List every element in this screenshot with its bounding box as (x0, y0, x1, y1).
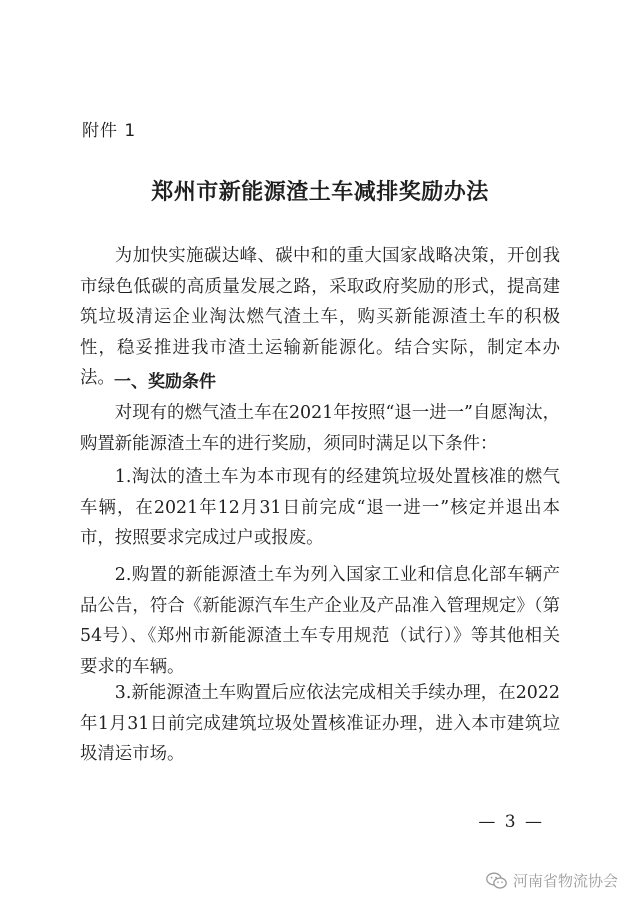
wechat-icon (486, 872, 508, 890)
intro-paragraph-text: 为加快实施碳达峰、碳中和的重大国家战略决策，开创我市绿色低碳的高质量发展之路，采取政府奖励的形式，提高建筑垃圾清运企业淘汰燃气渣土车，购买新能源渣土车的积极性，稳妥推进我市渣土运输新能源化。结合实际，制定本办法。 (80, 246, 560, 389)
page-number: — 3 — (478, 812, 544, 832)
condition-item-2-text: 2.购置的新能源渣土车为列入国家工业和信息化部车辆产品公告，符合《新能源汽车生产企业及产品准入管理规定》（第54号）、《郑州市新能源渣土车专用规范（试行）》等其他相关要求的车辆。 (80, 565, 560, 677)
condition-item-2 (80, 560, 560, 682)
condition-item-1 (80, 462, 560, 554)
condition-item-3 (80, 678, 560, 770)
section-1-intro-text: 对现有的燃气渣土车在2021年按照“退一进一”自愿淘汰，购置新能源渣土车的进行奖励，须同时满足以下条件： (80, 403, 560, 454)
section-1-intro (80, 398, 560, 459)
document-title: 郑州市新能源渣土车减排奖励办法 (151, 179, 489, 205)
section-1-heading: 一、奖励条件 (114, 372, 216, 392)
condition-item-1-text: 1.淘汰的渣土车为本市现有的经建筑垃圾处置核准的燃气车辆，在2021年12月31日前完成“退一进一”核定并退出本市，按照要求完成过户或报废。 (80, 467, 560, 549)
condition-item-3-text: 3.新能源渣土车购置后应依法完成相关手续办理，在2022年1月31日前完成建筑垃圾处置核准证办理，进入本市建筑垃圾清运市场。 (80, 683, 560, 765)
watermark-text: 河南省物流协会 (512, 872, 618, 890)
watermark (486, 870, 618, 891)
attachment-label: 附件 1 (82, 121, 137, 141)
